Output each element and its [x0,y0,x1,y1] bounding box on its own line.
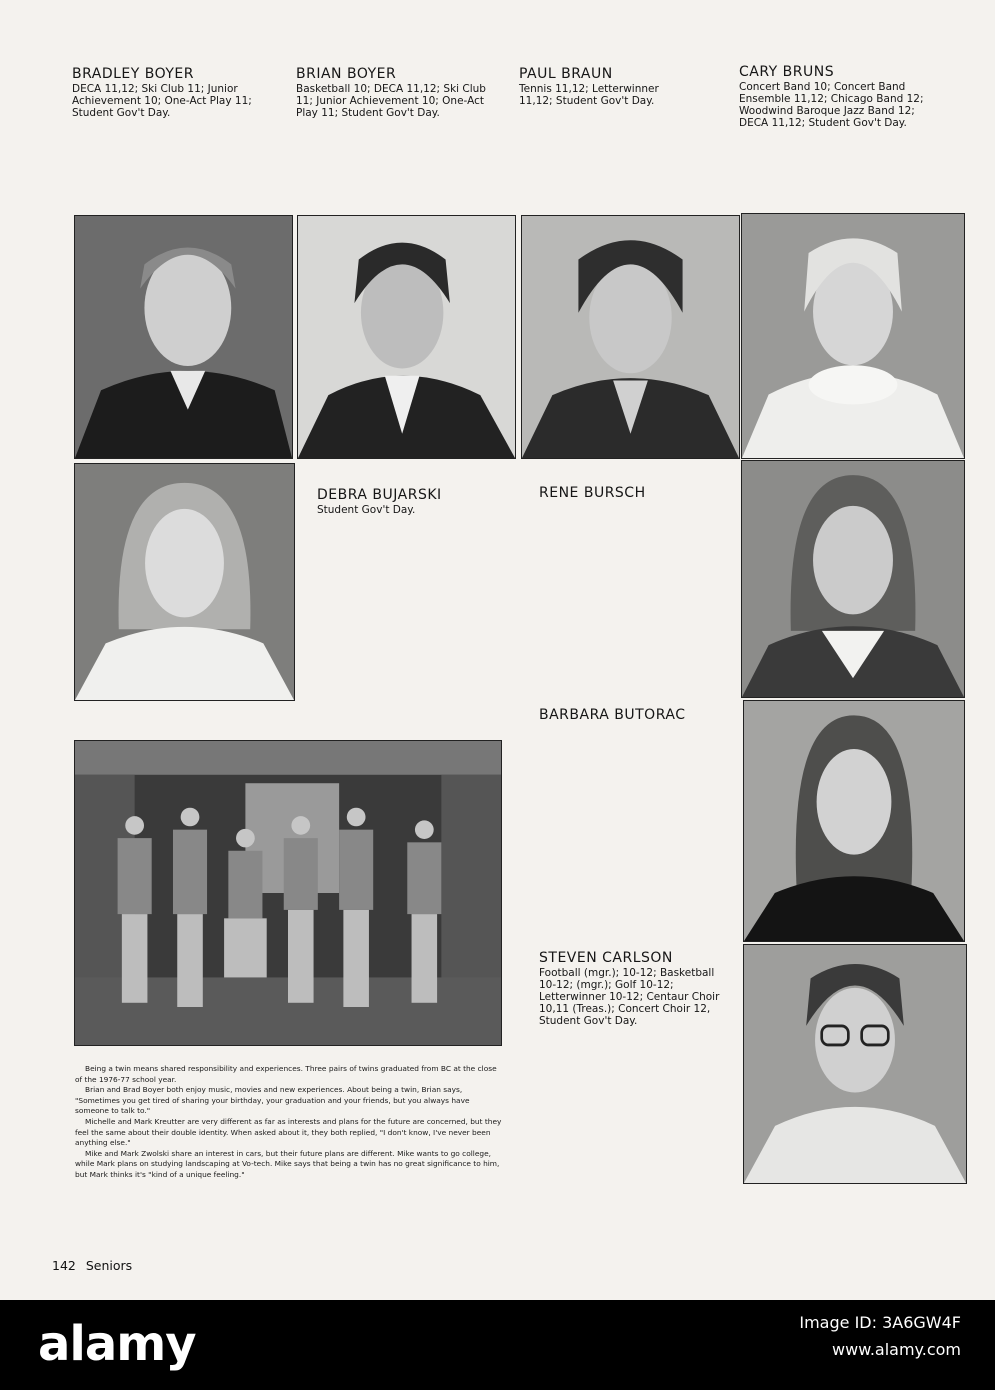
student-entry-brian-boyer [296,66,496,119]
student-activities: Football (mgr.); 10-12; Basketball 10-12; (mgr.); Golf 10-12; Letterwinner 10-12; Centaur Choir 10,11 (Treas.); Concert Choir 12, Student Gov't Day. [539,967,720,1027]
student-entry-barbara-butorac [539,707,739,724]
student-activities: Basketball 10; DECA 11,12; Ski Club 11; Junior Achievement 10; One-Act Play 11; Student Gov't Day. [296,83,486,119]
student-activities: Concert Band 10; Concert Band Ensemble 11,12; Chicago Band 12; Woodwind Baroque Jazz Band 12; DECA 11,12; Student Gov't Day. [739,81,924,129]
page-number: 142 [52,1258,76,1273]
watermark-url: www.alamy.com [832,1340,961,1359]
portrait-photo-bradley-boyer [74,215,293,459]
student-entry-steven-carlson [539,950,734,1027]
portrait-photo-cary-bruns [741,213,965,459]
student-entry-bradley-boyer [72,66,282,119]
portrait-photo-steven-carlson [743,944,967,1184]
student-name: RENE BURSCH [539,485,646,501]
student-name: BARBARA BUTORAC [539,707,686,723]
student-entry-debra-bujarski [317,487,517,516]
alamy-logo: alamy [38,1316,196,1372]
portrait-photo-debra-bujarski [74,463,295,701]
student-activities: Tennis 11,12; Letterwinner 11,12; Student Gov't Day. [519,83,659,107]
student-name: BRIAN BOYER [296,66,397,82]
student-name: CARY BRUNS [739,64,835,80]
student-entry-rene-bursch [539,485,739,502]
group-photo-caption [75,1064,505,1181]
group-photo-twins [74,740,502,1046]
student-entry-cary-bruns [739,64,939,129]
image-id: Image ID: 3A6GW4F [799,1313,961,1332]
student-name: STEVEN CARLSON [539,950,673,966]
student-name: PAUL BRAUN [519,66,613,82]
caption-paragraph: Mike and Mark Zwolski share an interest in cars, but their future plans are different. Mike wants to go college, while Mark plans on studying landscaping at Vo-tech. Mike says that being a twin has no great significance to him, but Mark thinks it's "kind of a unique feeling." [75,1148,500,1179]
student-activities: DECA 11,12; Ski Club 11; Junior Achievement 10; One-Act Play 11; Student Gov't Day. [72,83,252,119]
page-footer [52,1258,138,1273]
portrait-photo-barbara-butorac [743,700,965,942]
student-activities: Student Gov't Day. [317,504,416,516]
student-entry-paul-braun [519,66,694,107]
portrait-photo-brian-boyer [297,215,516,459]
portrait-photo-paul-braun [521,215,740,459]
caption-paragraph: Brian and Brad Boyer both enjoy music, movies and new experiences. About being a twin, Brian says, "Sometimes you get tired of sharing your birthday, your graduation and your friends, but you always have someone to talk to." [75,1085,470,1116]
caption-paragraph: Michelle and Mark Kreutter are very different as far as interests and plans for the future are concerned, but they feel the same about their double identity. When asked about it, they both replied, "I don't know, I've never been anything else." [75,1116,502,1148]
student-name: BRADLEY BOYER [72,66,195,82]
caption-paragraph: Being a twin means shared responsibility and experiences. Three pairs of twins graduated from BC at the close of the 1976-77 school year. [75,1064,497,1084]
student-name: DEBRA BUJARSKI [317,487,442,503]
portrait-photo-rene-bursch [741,460,965,698]
section-name: Seniors [85,1258,133,1273]
